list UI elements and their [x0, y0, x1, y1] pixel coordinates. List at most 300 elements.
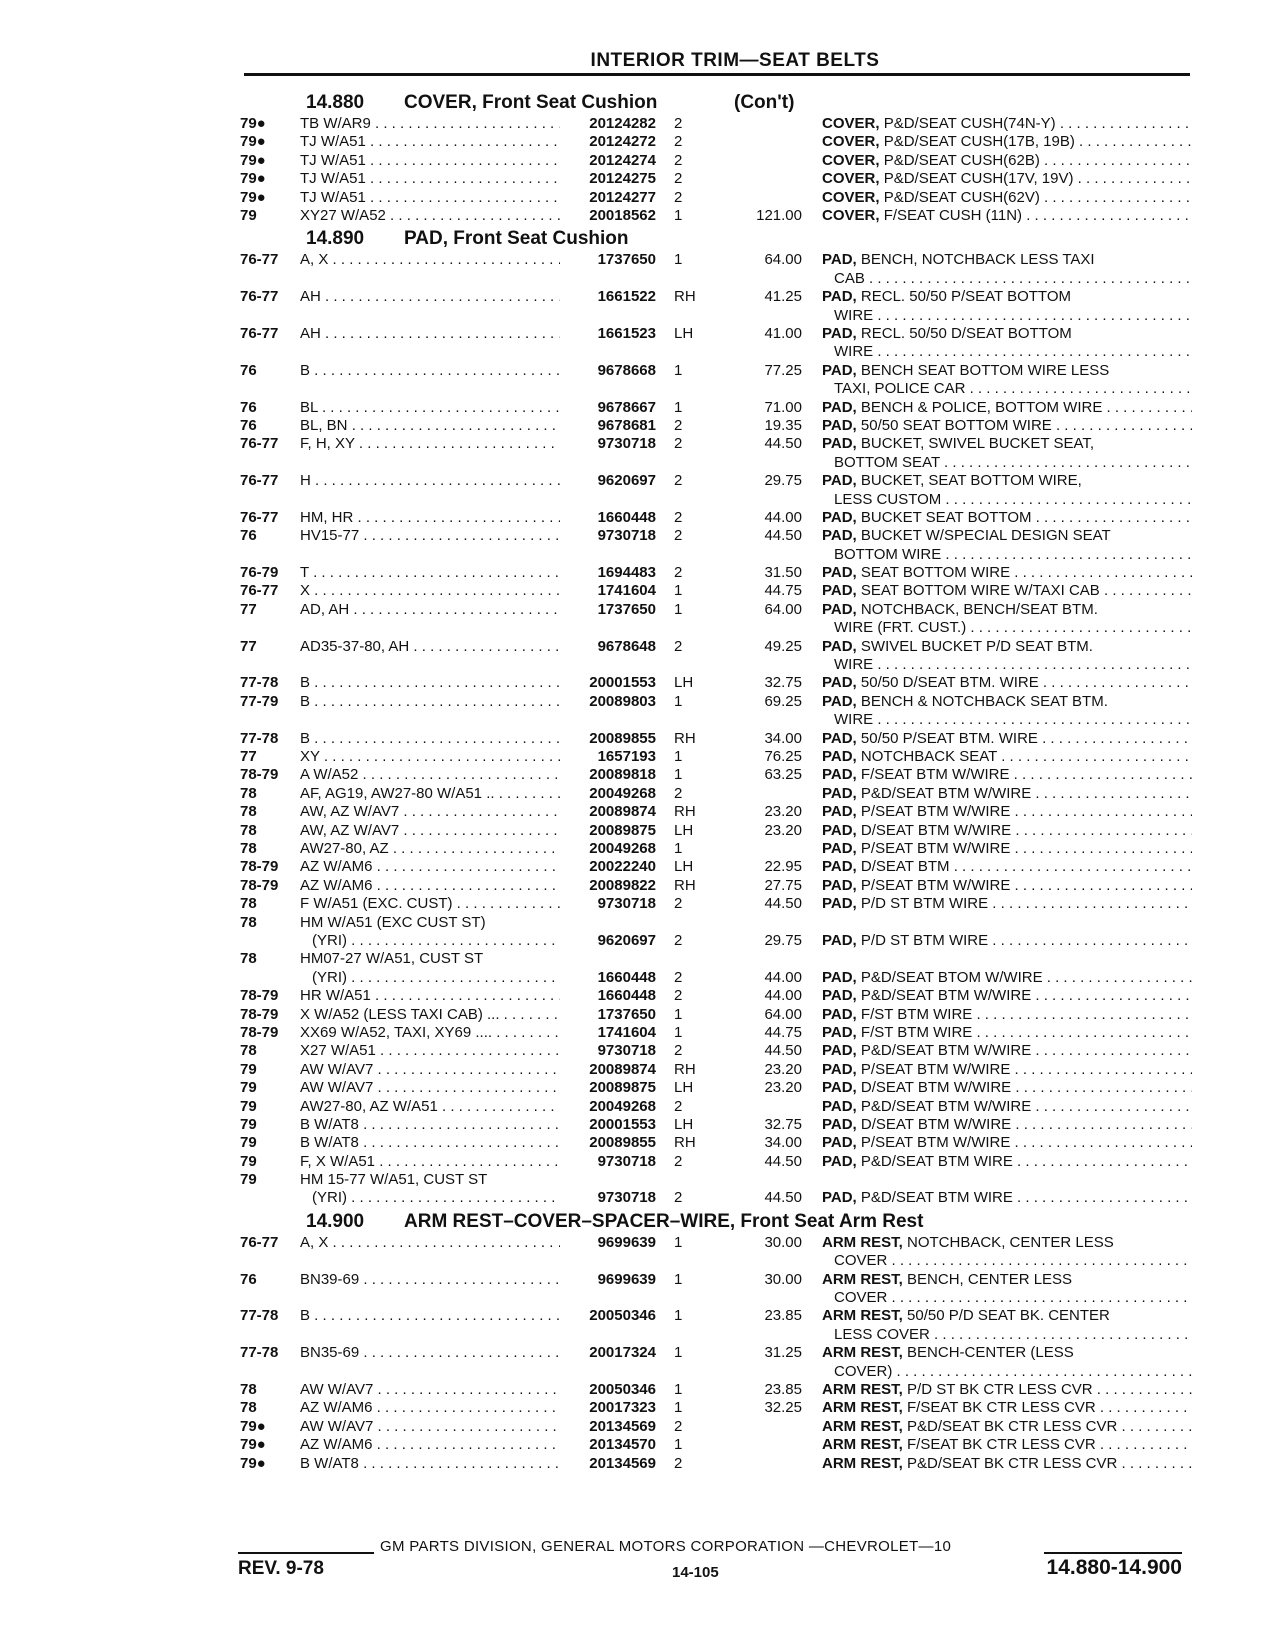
quantity: 2	[674, 416, 683, 434]
table-row	[240, 325, 1195, 362]
description-text: F/SEAT BK CTR LESS CVR . . .	[907, 1399, 1192, 1416]
quantity: 1	[674, 1023, 683, 1041]
model-code: AW27-80, AZ W/A51 . . .	[300, 1098, 560, 1116]
description-text-cont: TAXI, POLICE CAR . . .	[834, 380, 1192, 397]
part-name: ARM REST,	[822, 1233, 903, 1251]
part-name: ARM REST,	[822, 1381, 903, 1399]
part-number: 1660448	[597, 987, 656, 1005]
price: 22.95	[764, 858, 802, 876]
price: 64.00	[764, 600, 802, 618]
description-text: NOTCHBACK, BENCH/SEAT BTM.	[860, 600, 1098, 618]
quantity: 1	[674, 1436, 683, 1454]
part-number: 20124282	[589, 115, 656, 132]
part-name: COVER,	[822, 151, 880, 169]
price: 71.00	[764, 398, 802, 416]
description	[822, 417, 1192, 435]
part-number: 9678648	[597, 637, 656, 655]
model-code: B . . .	[300, 362, 560, 380]
model-code: XX69 W/A52, TAXI, XY69 .... . . .	[300, 1024, 560, 1042]
description-line	[822, 1436, 1192, 1454]
model-year: 79●	[240, 1417, 266, 1435]
description-line-2	[822, 454, 1192, 472]
description-line	[822, 674, 1192, 692]
part-name: PAD,	[822, 1134, 857, 1152]
model-year: 78	[240, 1399, 257, 1417]
description-line-2	[822, 546, 1192, 564]
table-row	[240, 1153, 1195, 1171]
model-code: HM, HR . . .	[300, 509, 560, 527]
description-line	[822, 207, 1192, 225]
price: 49.25	[764, 637, 802, 655]
part-number: 20050346	[589, 1307, 656, 1325]
quantity: LH	[674, 858, 694, 876]
part-name: PAD,	[822, 1097, 857, 1115]
quantity: 1	[674, 692, 683, 710]
footer-rule-right	[1044, 1552, 1182, 1554]
description-line	[822, 251, 1192, 269]
price: 32.75	[764, 674, 802, 692]
description-text: BUCKET, SEAT BOTTOM WIRE,	[860, 472, 1082, 490]
description-line	[822, 1098, 1192, 1116]
description	[822, 582, 1192, 600]
model-year: 79	[240, 1152, 257, 1170]
price: 41.25	[764, 288, 802, 306]
model-year: 78	[240, 821, 257, 839]
description	[822, 822, 1192, 840]
part-number: 20089822	[589, 876, 656, 894]
model-year: 78	[240, 1042, 257, 1060]
model-code-cont: (YRI) . . .	[312, 1189, 560, 1207]
description	[822, 1153, 1192, 1171]
part-name: ARM REST,	[822, 1399, 903, 1417]
table-row	[240, 1079, 1195, 1097]
model-code: X . . .	[300, 582, 560, 600]
model-year: 76	[240, 361, 257, 379]
model-year: 76-77	[240, 435, 279, 453]
price: 30.00	[764, 1270, 802, 1288]
price: 34.00	[764, 1134, 802, 1152]
model-code: AW W/AV7 . . .	[300, 1418, 560, 1436]
quantity: RH	[674, 876, 696, 894]
description-line	[822, 133, 1192, 151]
part-name: PAD,	[822, 508, 857, 526]
description-text: SWIVEL BUCKET P/D SEAT BTM.	[860, 637, 1093, 655]
price: 44.50	[764, 1189, 802, 1207]
description-text: BENCH & NOTCHBACK SEAT BTM.	[860, 692, 1108, 710]
description-text-cont: LESS COVER . . .	[834, 1326, 1192, 1343]
quantity: LH	[674, 1115, 694, 1133]
quantity: 1	[674, 361, 683, 379]
price: 44.75	[764, 1023, 802, 1041]
model-code: AF, AG19, AW27-80 W/A51 .. . . .	[300, 785, 560, 803]
section-heading	[240, 225, 1195, 251]
description-line-2	[822, 711, 1192, 729]
model-code-cont: (YRI) . . .	[312, 969, 560, 987]
model-year: 79	[240, 206, 257, 224]
section-number: 14.890	[306, 228, 365, 250]
table-row	[240, 170, 1195, 188]
part-name: PAD,	[822, 564, 857, 582]
part-number: 20017324	[589, 1344, 656, 1362]
description-line	[822, 362, 1192, 380]
description-line	[822, 730, 1192, 748]
description	[822, 601, 1192, 638]
model-year: 79●	[240, 170, 266, 188]
part-number: 20001553	[589, 674, 656, 692]
part-number: 9730718	[597, 895, 656, 913]
description-text: SEAT BOTTOM WIRE . . .	[861, 564, 1192, 581]
part-name: ARM REST,	[822, 1454, 903, 1472]
description-text: BUCKET W/SPECIAL DESIGN SEAT	[860, 527, 1111, 545]
description-line	[822, 877, 1192, 895]
price: 29.75	[764, 472, 802, 490]
model-code: B . . .	[300, 674, 560, 692]
part-number: 9699639	[597, 1233, 656, 1251]
quantity: 2	[674, 435, 683, 453]
description-line	[822, 1399, 1192, 1417]
price: 44.50	[764, 435, 802, 453]
description	[822, 969, 1192, 987]
description-text-cont: COVER . . .	[834, 1289, 1192, 1306]
description-line	[822, 895, 1192, 913]
model-code: AW, AZ W/AV7 . . .	[300, 822, 560, 840]
description-text: F/SEAT CUSH (11N) . . .	[884, 207, 1192, 224]
quantity: 2	[674, 637, 683, 655]
table-row	[240, 674, 1195, 692]
model-code: HV15-77 . . .	[300, 527, 560, 545]
description	[822, 1344, 1192, 1381]
quantity: 1	[674, 582, 683, 600]
part-number: 20017323	[589, 1399, 656, 1417]
part-name: PAD,	[822, 1060, 857, 1078]
part-name: PAD,	[822, 784, 857, 802]
part-name: PAD,	[822, 987, 857, 1005]
description-text: P&D/SEAT BTOM W/WIRE . . .	[861, 969, 1192, 986]
model-code: XY27 W/A52 . . .	[300, 207, 560, 225]
part-number: 20018562	[589, 206, 656, 224]
price: 32.25	[764, 1399, 802, 1417]
part-number: 9678668	[597, 361, 656, 379]
part-number: 20134569	[589, 1454, 656, 1472]
part-name: PAD,	[822, 1079, 857, 1097]
description-line	[822, 1271, 1192, 1289]
model-code: TJ W/A51 . . .	[300, 133, 560, 151]
description	[822, 1024, 1192, 1042]
part-name: PAD,	[822, 858, 857, 876]
table-row	[240, 914, 1195, 951]
model-code: AW W/AV7 . . .	[300, 1381, 560, 1399]
description	[822, 564, 1192, 582]
table-row	[240, 1098, 1195, 1116]
model-code: AW W/AV7 . . .	[300, 1079, 560, 1097]
description-text: 50/50 SEAT BOTTOM WIRE . . .	[861, 417, 1192, 434]
table-row	[240, 766, 1195, 784]
description-line	[822, 325, 1192, 343]
description	[822, 472, 1192, 509]
model-year: 77	[240, 637, 257, 655]
model-code: AZ W/AM6 . . .	[300, 858, 560, 876]
model-year: 76	[240, 527, 257, 545]
table-row	[240, 1134, 1195, 1152]
model-year: 79●	[240, 151, 266, 169]
section-continued: (Con't)	[734, 92, 795, 113]
part-number: 9620697	[597, 931, 656, 949]
description-line	[822, 987, 1192, 1005]
model-year: 79●	[240, 188, 266, 206]
quantity: 1	[674, 206, 683, 224]
quantity: 2	[674, 1152, 683, 1170]
table-row	[240, 564, 1195, 582]
table-row	[240, 1455, 1195, 1473]
description	[822, 1116, 1192, 1134]
model-year: 78	[240, 950, 257, 968]
model-year: 79	[240, 1097, 257, 1115]
description	[822, 674, 1192, 692]
part-number: 20049268	[589, 784, 656, 802]
price: 76.25	[764, 748, 802, 766]
description-line	[822, 1024, 1192, 1042]
description-line	[822, 1006, 1192, 1024]
table-row	[240, 362, 1195, 399]
part-name: PAD,	[822, 1005, 857, 1023]
quantity: LH	[674, 324, 694, 342]
part-name: PAD,	[822, 1023, 857, 1041]
description-text-cont: WIRE . . .	[834, 656, 1192, 673]
quantity: LH	[674, 674, 694, 692]
description-text: F/SEAT BK CTR LESS CVR . . .	[907, 1436, 1192, 1453]
part-number: 9699639	[597, 1270, 656, 1288]
model-year: 79	[240, 1171, 257, 1189]
part-name: ARM REST,	[822, 1307, 903, 1325]
description-text: P/SEAT BTM W/WIRE . . .	[861, 877, 1192, 894]
table-row	[240, 527, 1195, 564]
quantity: 2	[674, 1097, 683, 1115]
model-code: AZ W/AM6 . . .	[300, 1436, 560, 1454]
header-rule	[244, 73, 1190, 76]
description-text: D/SEAT BTM . . .	[861, 858, 1192, 875]
quantity: 1	[674, 1233, 683, 1251]
description-text: P/SEAT BTM W/WIRE . . .	[861, 1134, 1192, 1151]
description-line	[822, 785, 1192, 803]
description-line	[822, 582, 1192, 600]
part-number: 20089874	[589, 1060, 656, 1078]
description-line	[822, 1134, 1192, 1152]
model-year: 77	[240, 748, 257, 766]
part-number: 20049268	[589, 840, 656, 857]
part-name: PAD,	[822, 600, 857, 618]
model-year: 78-79	[240, 876, 279, 894]
description-line	[822, 1116, 1192, 1134]
model-year: 78-79	[240, 766, 279, 784]
part-name: PAD,	[822, 637, 857, 655]
description-line	[822, 152, 1192, 170]
description-text: BUCKET SEAT BOTTOM . . .	[861, 509, 1192, 526]
description-line	[822, 638, 1192, 656]
table-row	[240, 189, 1195, 207]
price: 31.25	[764, 1344, 802, 1362]
price: 30.00	[764, 1233, 802, 1251]
part-number: 20001553	[589, 1115, 656, 1133]
table-row	[240, 1116, 1195, 1134]
model-year: 77	[240, 600, 257, 618]
description-text: P/SEAT BTM W/WIRE . . .	[861, 840, 1192, 857]
price: 23.20	[764, 821, 802, 839]
model-year: 76-77	[240, 324, 279, 342]
model-code: BL . . .	[300, 399, 560, 417]
part-number: 9730718	[597, 527, 656, 545]
model-code: B W/AT8 . . .	[300, 1134, 560, 1152]
description-text-cont: WIRE . . .	[834, 343, 1192, 360]
description	[822, 877, 1192, 895]
part-name: COVER,	[822, 170, 880, 188]
price: 44.75	[764, 582, 802, 600]
price: 34.00	[764, 729, 802, 747]
part-name: PAD,	[822, 435, 857, 453]
table-row	[240, 987, 1195, 1005]
description-text: 50/50 P/SEAT BTM. WIRE . . .	[861, 730, 1192, 747]
part-number: 20089818	[589, 766, 656, 784]
table-row	[240, 417, 1195, 435]
description-text: P/D ST BTM WIRE . . .	[861, 932, 1192, 949]
model-year: 76-77	[240, 1233, 279, 1251]
model-code: BL, BN . . .	[300, 417, 560, 435]
model-year: 78-79	[240, 1023, 279, 1041]
price: 121.00	[756, 206, 802, 224]
table-row	[240, 1042, 1195, 1060]
model-code: XY . . .	[300, 748, 560, 766]
price: 23.20	[764, 1060, 802, 1078]
section-title: COVER, Front Seat Cushion	[404, 92, 658, 113]
description-text: P&D/SEAT CUSH(17V, 19V) . . .	[884, 170, 1192, 187]
part-name: PAD,	[822, 582, 857, 600]
table-row	[240, 1061, 1195, 1079]
part-name: COVER,	[822, 206, 880, 224]
description	[822, 1307, 1192, 1344]
table-row	[240, 858, 1195, 876]
description-text: P&D/SEAT BTM W/WIRE . . .	[861, 785, 1192, 802]
part-name: PAD,	[822, 821, 857, 839]
quantity: 1	[674, 748, 683, 766]
part-number: 20089855	[589, 729, 656, 747]
part-number: 1694483	[597, 564, 656, 582]
part-name: COVER,	[822, 133, 880, 151]
description-text: F/ST BTM WIRE . . .	[861, 1024, 1192, 1041]
description-line	[822, 399, 1192, 417]
quantity: 2	[674, 472, 683, 490]
description-text-cont: BOTTOM WIRE . . .	[834, 546, 1192, 563]
price: 41.00	[764, 324, 802, 342]
description	[822, 170, 1192, 188]
description	[822, 1061, 1192, 1079]
description-line-2	[822, 1289, 1192, 1307]
price: 44.50	[764, 1042, 802, 1060]
section-range: 14.880-14.900	[1046, 1556, 1182, 1579]
model-code: HM 15-77 W/A51, CUST ST	[300, 1171, 488, 1189]
quantity: RH	[674, 803, 696, 821]
model-year: 79●	[240, 1454, 266, 1472]
part-number: 20124277	[589, 188, 656, 206]
part-number: 20134570	[589, 1436, 656, 1454]
part-number: 1741604	[597, 1023, 656, 1041]
model-code: A, X . . .	[300, 251, 560, 269]
price: 32.75	[764, 1115, 802, 1133]
price: 44.50	[764, 527, 802, 545]
description-text: 50/50 P/D SEAT BK. CENTER	[907, 1307, 1110, 1325]
description	[822, 1381, 1192, 1399]
part-number: 1741604	[597, 582, 656, 600]
description	[822, 435, 1192, 472]
model-code: AZ W/AM6 . . .	[300, 877, 560, 895]
description-line	[822, 822, 1192, 840]
quantity: 2	[674, 1189, 683, 1207]
description-text: P&D/SEAT CUSH(74N-Y) . . .	[884, 115, 1192, 132]
description-line	[822, 564, 1192, 582]
quantity: LH	[674, 821, 694, 839]
quantity: 2	[674, 784, 683, 802]
quantity: 1	[674, 1381, 683, 1399]
description-line	[822, 288, 1192, 306]
price: 27.75	[764, 876, 802, 894]
part-name: PAD,	[822, 895, 857, 913]
description-text: P&D/SEAT BK CTR LESS CVR . . .	[907, 1455, 1192, 1472]
model-code: AW27-80, AZ . . .	[300, 840, 560, 858]
model-code: TJ W/A51 . . .	[300, 170, 560, 188]
table-row	[240, 582, 1195, 600]
table-row	[240, 1399, 1195, 1417]
model-code: F W/A51 (EXC. CUST) . . .	[300, 895, 560, 913]
description-line-2	[822, 656, 1192, 674]
part-number: 9730718	[597, 1042, 656, 1060]
part-name: PAD,	[822, 398, 857, 416]
description	[822, 1234, 1192, 1271]
description	[822, 133, 1192, 151]
description-text: NOTCHBACK, CENTER LESS	[907, 1233, 1114, 1251]
description	[822, 362, 1192, 399]
description-text: F/SEAT BTM W/WIRE . . .	[861, 766, 1192, 783]
table-row	[240, 115, 1195, 133]
part-number: 1737650	[597, 251, 656, 269]
description-text: BENCH, CENTER LESS	[907, 1270, 1073, 1288]
part-number: 20124275	[589, 170, 656, 188]
model-code: AW W/AV7 . . .	[300, 1061, 560, 1079]
description-line	[822, 115, 1192, 133]
description-text: BENCH, NOTCHBACK LESS TAXI	[860, 251, 1095, 269]
table-row	[240, 1006, 1195, 1024]
table-row	[240, 472, 1195, 509]
quantity: 2	[674, 133, 683, 151]
description	[822, 288, 1192, 325]
quantity: 1	[674, 251, 683, 269]
section-title: PAD, Front Seat Cushion	[404, 228, 629, 250]
price: 64.00	[764, 1005, 802, 1023]
description	[822, 1006, 1192, 1024]
description	[822, 693, 1192, 730]
footer-rule-left	[238, 1552, 374, 1554]
description-text: P&D/SEAT BK CTR LESS CVR . . .	[907, 1418, 1192, 1435]
model-code: TB W/AR9 . . .	[300, 115, 560, 133]
part-name: PAD,	[822, 876, 857, 894]
description-text: P/SEAT BTM W/WIRE . . .	[861, 803, 1192, 820]
model-year: 76-77	[240, 251, 279, 269]
table-row	[240, 693, 1195, 730]
quantity: LH	[674, 1079, 694, 1097]
description-line	[822, 1079, 1192, 1097]
description	[822, 399, 1192, 417]
description	[822, 152, 1192, 170]
section-number: 14.900	[306, 1210, 365, 1232]
description-line	[822, 1153, 1192, 1171]
description	[822, 987, 1192, 1005]
